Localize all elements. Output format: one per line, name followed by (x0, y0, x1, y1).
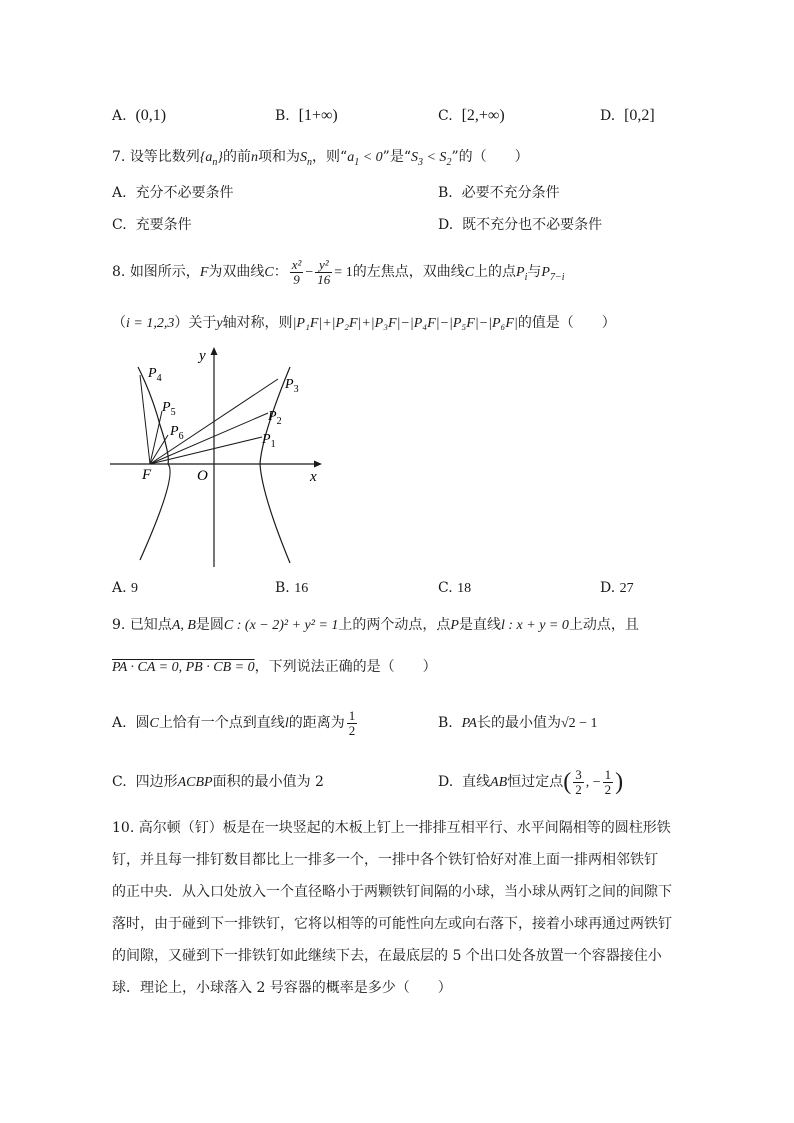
origin-label: O (197, 468, 208, 484)
point-label-p3: $P_3$ (285, 377, 299, 395)
q9-option-a: A. 圆C上恰有一个点到直线l的距离为 $\frac{1}{2}$ (112, 707, 356, 738)
point-label-p4: $P_4$ (148, 366, 162, 384)
segment-FP2 (150, 413, 268, 464)
q7-option-b: B. 必要不充分条件 (438, 185, 560, 201)
y-axis-arrow (211, 347, 218, 355)
q8-option-d: D. 27 (600, 580, 634, 596)
q6-option-a: A. (0,1) (112, 107, 167, 124)
point-label-p5: $P_5$ (162, 400, 176, 418)
q7-option-a: A. 充分不必要条件 (112, 185, 234, 201)
point-label-p6: $P_6$ (170, 424, 184, 442)
q8-stem-line2: （i = 1,2,3）关于y轴对称，则|P₁F|+|P₂F|+|P₃F|−|P₄F|−|P₅F|−|P₆F|的值是（ ） (112, 315, 616, 331)
q8-option-a: A. 9 (112, 580, 139, 596)
q7-stem: 7. 设等比数列$\{a_n\}$的前n项和为$S_n$，则“$a_1 < 0$”是“$S_3 < S_2$”的（ ） (112, 149, 529, 168)
q10-line-5: 的间隙，又碰到下一排铁钉如此继续下去，在最底层的 5 个出口处各放置一个容器接住小 (112, 948, 662, 964)
q6-option-d: D. [0,2] (600, 107, 655, 124)
q6-option-c: C. [2,+∞) (438, 107, 505, 124)
q8-stem-line1: 8. 如图所示，F为双曲线C： $\frac{\text{x²}}{9}$ − $\frac{\text{y²}}{16}$ = 1的左焦点，双曲线C上的点$P_i$与$P_{7-i}$ (112, 256, 565, 287)
hyperbola-figure (110, 345, 330, 573)
right-branch (260, 367, 290, 563)
q9-stem-line2: PA · CA = 0, PB · CB = 0，下列说法正确的是（ ） (112, 659, 437, 675)
q7-option-d: D. 既不充分也不必要条件 (438, 217, 603, 233)
x-axis-label: x (310, 469, 317, 485)
q10-line-2: 钉，并且每一排钉数目都比上一排多一个，一排中各个铁钉恰好对准上面一排两相邻铁钉 (112, 852, 658, 868)
q6-option-b: B. [1+∞) (275, 107, 338, 124)
q9-option-b: B. PA长的最小值为√2 − 1 (438, 715, 598, 731)
segment-FP5 (150, 411, 162, 464)
point-label-p1: $P_1$ (262, 432, 276, 450)
q7-option-c: C. 充要条件 (112, 217, 192, 233)
q9-option-c: C. 四边形ACBP面积的最小值为 2 (112, 774, 324, 790)
segment-FP4 (140, 375, 150, 464)
q9-option-d: D. 直线AB恒过定点( $\frac{3}{2}$ , − $\frac{1}{2}$ ) (438, 766, 624, 797)
q8-option-b: B. 16 (275, 580, 309, 596)
focus-label: F (142, 467, 152, 483)
y-axis-label: y (199, 348, 206, 364)
q9-stem-line1: 9. 已知点A, B是圆C : (x − 2)² + y² = 1上的两个动点，点P是直线l : x + y = 0上动点，且 (112, 617, 639, 633)
q10-line-1: 10. 高尔顿（钉）板是在一块竖起的木板上钉上一排排互相平行、水平间隔相等的圆柱形铁 (112, 820, 671, 836)
q8-option-c: C. 18 (438, 580, 472, 596)
q10-line-4: 落时，由于碰到下一排铁钉，它将以相等的可能性向左或向右落下，接着小球再通过两铁钉 (112, 916, 672, 932)
x-axis-arrow (314, 461, 322, 468)
q10-line-3: 的正中央．从入口处放入一个直径略小于两颗铁钉间隔的小球，当小球从两钉之间的间隙下 (112, 884, 672, 900)
q10-line-6: 球．理论上，小球落入 2 号容器的概率是多少（ ） (112, 980, 452, 996)
point-label-p2: $P_2$ (268, 409, 282, 427)
